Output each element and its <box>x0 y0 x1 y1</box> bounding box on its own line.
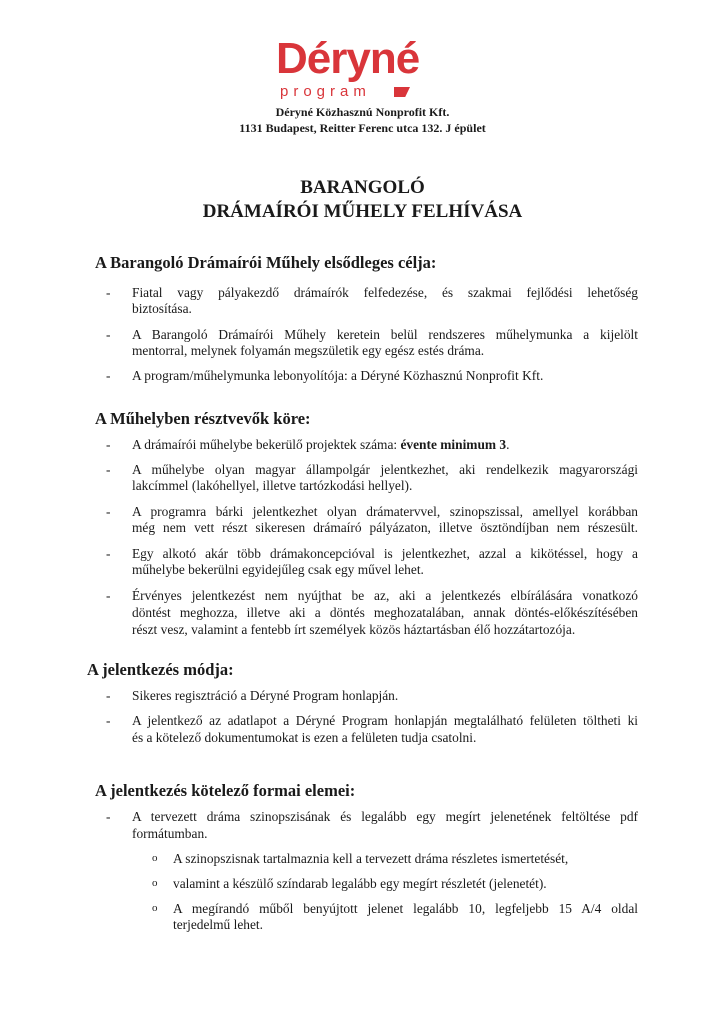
list-item-text: A tervezett dráma szinopszisának és legalább egy megírt jelenetének feltöltése pdf <box>132 809 638 824</box>
dash-bullet: - <box>106 462 111 477</box>
dash-bullet: - <box>106 688 111 703</box>
circle-bullet: o <box>152 852 158 864</box>
item-prefix: A drámaírói műhelybe bekerülő projektek száma: <box>132 437 401 452</box>
document-title-line1: BARANGOLÓ <box>300 177 425 198</box>
item-suffix: . <box>506 437 510 452</box>
list-item-text: részt vesz, valamint a fentebb írt személyek közös háztartásban élő hozzátartozója. <box>132 622 576 637</box>
dash-bullet: - <box>106 368 111 383</box>
list-item-text: A programra bárki jelentkezhet olyan drámatervvel, szinopszissal, amellyel korábban <box>132 504 638 519</box>
list-item-text: A Barangoló Drámaírói Műhely keretein belül rendszeres műhelymunka a kijelölt <box>132 327 638 342</box>
dash-bullet: - <box>106 809 111 824</box>
deryne-program-logo <box>276 34 456 102</box>
logo-flag-icon <box>394 87 410 97</box>
document-title-line2: DRÁMAÍRÓI MŰHELY FELHÍVÁSA <box>202 201 523 222</box>
list-item-text: még nem vett részt sikeresen drámaíró pályázaton, illetve ösztöndíjban nem részesült. <box>132 520 638 535</box>
dash-bullet: - <box>106 546 111 561</box>
dash-bullet: - <box>106 504 111 519</box>
list-item-text: formátumban. <box>132 826 208 841</box>
list-item-text: A műhelybe olyan magyar állampolgár jelentkezhet, aki rendelkezik magyarországi <box>132 462 638 477</box>
logo-wordmark: Déryné <box>276 34 420 83</box>
section-heading-formal-requirements: A jelentkezés kötelező formai elemei: <box>95 781 356 800</box>
org-address: 1131 Budapest, Reitter Ferenc utca 132. J épület <box>239 121 486 135</box>
sub-item-text: valamint a készülő színdarab legalább egy megírt részletét (jelenetét). <box>173 876 547 891</box>
section-heading-participants: A Műhelyben résztvevők köre: <box>95 409 311 428</box>
list-item-text: Sikeres regisztráció a Déryné Program honlapján. <box>132 688 399 703</box>
list-item-text: A program/műhelymunka lebonyolítója: a Déryné Közhasznú Nonprofit Kft. <box>132 368 544 383</box>
list-item-text: Érvényes jelentkezést nem nyújthat be az, aki a jelentkezés elbírálására vonatkozó <box>132 588 638 603</box>
section-heading-application-method: A jelentkezés módja: <box>87 660 234 679</box>
list-item-text: műhelybe bekerülni egyidejűleg csak egy művel lehet. <box>132 562 424 577</box>
sub-item-text: terjedelmű lehet. <box>173 917 263 932</box>
logo-subtitle: program <box>280 83 371 100</box>
list-item-text <box>132 436 638 453</box>
circle-bullet: o <box>152 877 158 889</box>
list-item-text: Fiatal vagy pályakezdő drámaírók felfedezése, és szakmai fejlődési lehetőség <box>132 285 638 300</box>
list-item-text: mentorral, melynek folyamán megszületik egy egész estés dráma. <box>132 343 485 358</box>
item-emphasis: évente minimum 3 <box>400 437 507 452</box>
org-name: Déryné Közhasznú Nonprofit Kft. <box>275 105 450 119</box>
list-item-text: lakcímmel (lakóhellyel, illetve tartózkodási hellyel). <box>132 478 413 493</box>
dash-bullet: - <box>106 588 111 603</box>
dash-bullet: - <box>106 713 111 728</box>
section-heading-goal: A Barangoló Drámaírói Műhely elsődleges célja: <box>95 253 437 272</box>
list-item-text: és a kötelező dokumentumokat is ezen a felületen tudja csatolni. <box>132 730 477 745</box>
list-item-text: döntést meghozza, illetve aki a döntés meghozatalában, annak döntés-előkészítésében <box>132 605 638 620</box>
list-item-text: Egy alkotó akár több drámakoncepcióval is jelentkezhet, azzal a kikötéssel, hogy a <box>132 546 638 561</box>
list-item-text: biztosítása. <box>132 301 192 316</box>
circle-bullet: o <box>152 902 158 914</box>
sub-item-text: A szinopszisnak tartalmaznia kell a tervezett dráma részletes ismertetését, <box>173 851 569 866</box>
dash-bullet: - <box>106 437 111 452</box>
dash-bullet: - <box>106 327 111 342</box>
sub-item-text: A megírandó műből benyújtott jelenet legalább 10, legfeljebb 15 A/4 oldal <box>173 901 638 916</box>
dash-bullet: - <box>106 285 111 300</box>
list-item-text: A jelentkező az adatlapot a Déryné Program honlapján megtalálható felületen töltheti ki <box>132 713 638 728</box>
